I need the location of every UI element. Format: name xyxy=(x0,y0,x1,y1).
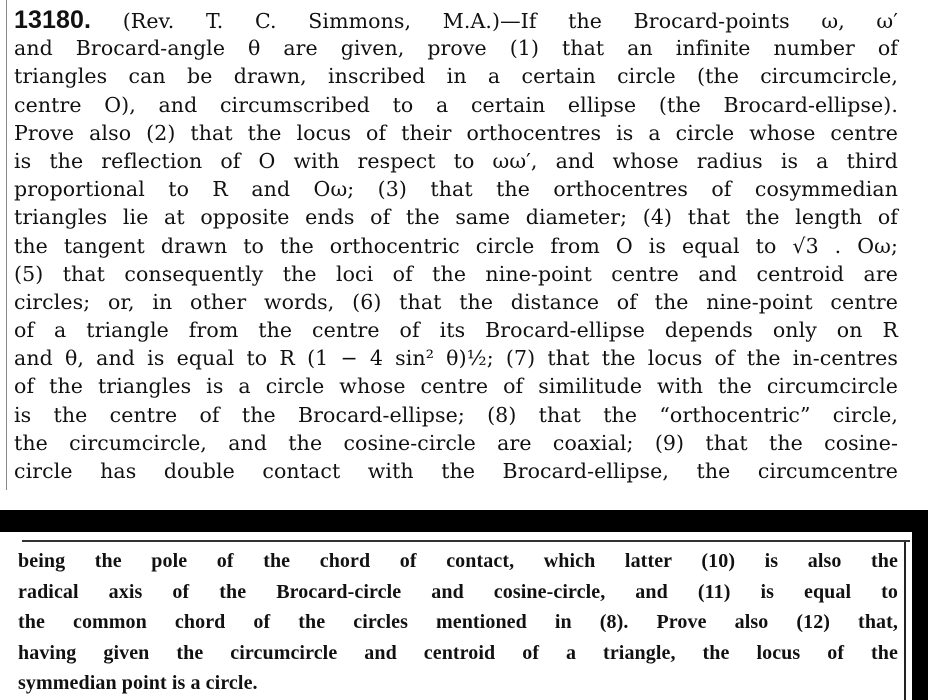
text-line: the common chord of the circles mentioned in (8). Prove also (12) that, xyxy=(18,611,898,633)
black-divider-band xyxy=(0,510,928,532)
text-line: and θ, and is equal to R (1 − 4 sin² θ)½; (7) that the locus of the in-centres xyxy=(14,346,898,371)
problem-number: 13180. xyxy=(14,6,92,34)
text-line: centre O), and circumscribed to a certain ellipse (the Brocard-ellipse). xyxy=(14,92,898,117)
text-line: triangles can be drawn, inscribed in a certain circle (the circumcircle, xyxy=(14,64,898,89)
page-fragment-bottom xyxy=(0,532,912,700)
problem-text-top xyxy=(14,6,898,485)
black-edge xyxy=(912,532,928,700)
text-line: having given the circumcircle and centroid of a triangle, the locus of the xyxy=(18,641,898,664)
text-line: circle has double contact with the Brocard-ellipse, the circumcentre xyxy=(14,459,898,483)
text-line xyxy=(14,6,898,34)
problem-text-bottom xyxy=(18,546,898,699)
text-line: of a triangle from the centre of its Brocard-ellipse depends only on R xyxy=(14,318,898,343)
text-line: Prove also (2) that the locus of their orthocentres is a circle whose centre xyxy=(14,120,898,145)
text-line: being the pole of the chord of contact, which latter (10) is also the xyxy=(18,550,898,572)
margin-line xyxy=(6,0,7,490)
text-line: (5) that consequently the loci of the nine-point centre and centroid are xyxy=(14,261,898,286)
text-line: is the centre of the Brocard-ellipse; (8) that the “orthocentric” circle, xyxy=(14,402,898,427)
text-line: proportional to R and Oω; (3) that the orthocentres of cosymmedian xyxy=(14,177,898,202)
text-line: of the triangles is a circle whose centre of similitude with the circumcircle xyxy=(14,374,898,399)
text-line: circles; or, in other words, (6) that the distance of the nine-point centre xyxy=(14,289,898,314)
text-line: the circumcircle, and the cosine-circle are coaxial; (9) that the cosine- xyxy=(14,430,898,455)
margin-line xyxy=(904,542,906,700)
text-line: symmedian point is a circle. xyxy=(18,672,258,694)
text-line: triangles lie at opposite ends of the same diameter; (4) that the length of xyxy=(14,205,898,230)
text-line: radical axis of the Brocard-circle and cosine-circle, and (11) is equal to xyxy=(18,580,898,603)
horizontal-rule xyxy=(22,540,910,542)
text-line: the tangent drawn to the orthocentric circle from O is equal to √3 . Oω; xyxy=(14,233,898,258)
text-span: (Rev. T. C. Simmons, M.A.)—If the Brocard-points ω, ω′ xyxy=(122,9,898,33)
text-line: is the reflection of O with respect to ωω′, and whose radius is a third xyxy=(14,148,898,173)
text-line: and Brocard-angle θ are given, prove (1) that an infinite number of xyxy=(14,36,898,61)
